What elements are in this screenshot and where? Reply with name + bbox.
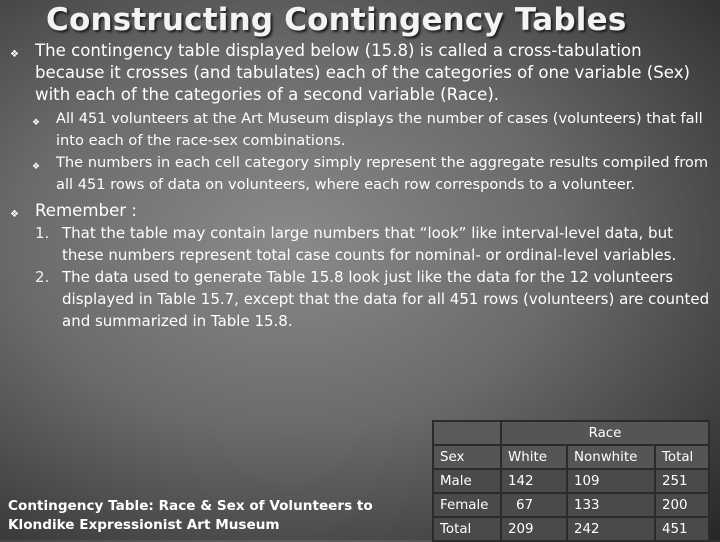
numbered-item-text: That the table may contain large numbers that “look” like interval-level data, but these numbers represent total case counts for nominal- or ordinal-level variables. xyxy=(62,224,677,264)
sub-bullet-text: All 451 volunteers at the Art Museum displays the number of cases (volunteers) that fall into each of the race-sex combinations. xyxy=(56,110,703,149)
race-header: Race xyxy=(501,421,709,445)
table-row xyxy=(433,493,709,517)
slide-title: Constructing Contingency Tables xyxy=(46,2,627,38)
table-cell: 200 xyxy=(655,493,709,517)
bullet-icon: ❖ xyxy=(10,49,19,60)
table-cell: 251 xyxy=(655,469,709,493)
table-cell: 142 xyxy=(501,469,567,493)
contingency-table xyxy=(432,420,710,542)
table-row xyxy=(433,469,709,493)
bullet-remember xyxy=(8,200,712,222)
numbered-item-number: 2. xyxy=(35,268,50,286)
bullet-icon: ❖ xyxy=(32,162,41,172)
bullet-icon: ❖ xyxy=(32,118,41,128)
table-header-cell: White xyxy=(501,445,567,469)
table-cell: 109 xyxy=(567,469,655,493)
numbered-item-text: The data used to generate Table 15.8 look just like the data for the 12 volunteers displayed in Table 15.7, except that the data for all 451 rows (volunteers) are counted and summarized in Table 15.8. xyxy=(62,268,710,330)
bullet-text: Remember : xyxy=(35,201,137,220)
table-cell: 242 xyxy=(567,517,655,541)
sub-bullet-text: The numbers in each cell category simply represent the aggregate results compiled from all 451 rows of data on volunteers, where each row corresponds to a volunteer. xyxy=(56,154,709,193)
table-row xyxy=(433,517,709,541)
bullet-text: The contingency table displayed below (15.8) is called a cross-tabulation because it crosses (and tabulates) each of the categories of one variable (Sex) with each of the categories of a second variable (Race). xyxy=(35,41,690,104)
numbered-item-number: 1. xyxy=(35,224,50,242)
table-row xyxy=(433,421,709,445)
table-cell: Total xyxy=(433,517,501,541)
bullet-icon: ❖ xyxy=(10,209,19,220)
sub-bullet xyxy=(8,152,712,196)
sub-bullet xyxy=(8,108,712,152)
slide-body xyxy=(8,40,712,332)
table-cell: 133 xyxy=(567,493,655,517)
table-cell: 451 xyxy=(655,517,709,541)
table-cell: 67 xyxy=(501,493,567,517)
table-cell xyxy=(433,421,501,445)
table-header-cell: Total xyxy=(655,445,709,469)
table-cell: 209 xyxy=(501,517,567,541)
numbered-item xyxy=(8,222,712,266)
table-caption: Contingency Table: Race & Sex of Volunteers to Klondike Expressionist Art Museum xyxy=(8,498,373,533)
table-cell: Female xyxy=(433,493,501,517)
bullet-cross-tabulation xyxy=(8,40,712,106)
table-header-cell: Sex xyxy=(433,445,501,469)
sub-bullet-list xyxy=(8,108,712,196)
table-header-cell: Nonwhite xyxy=(567,445,655,469)
numbered-item xyxy=(8,266,712,332)
table-header-row xyxy=(433,445,709,469)
table-cell: Male xyxy=(433,469,501,493)
